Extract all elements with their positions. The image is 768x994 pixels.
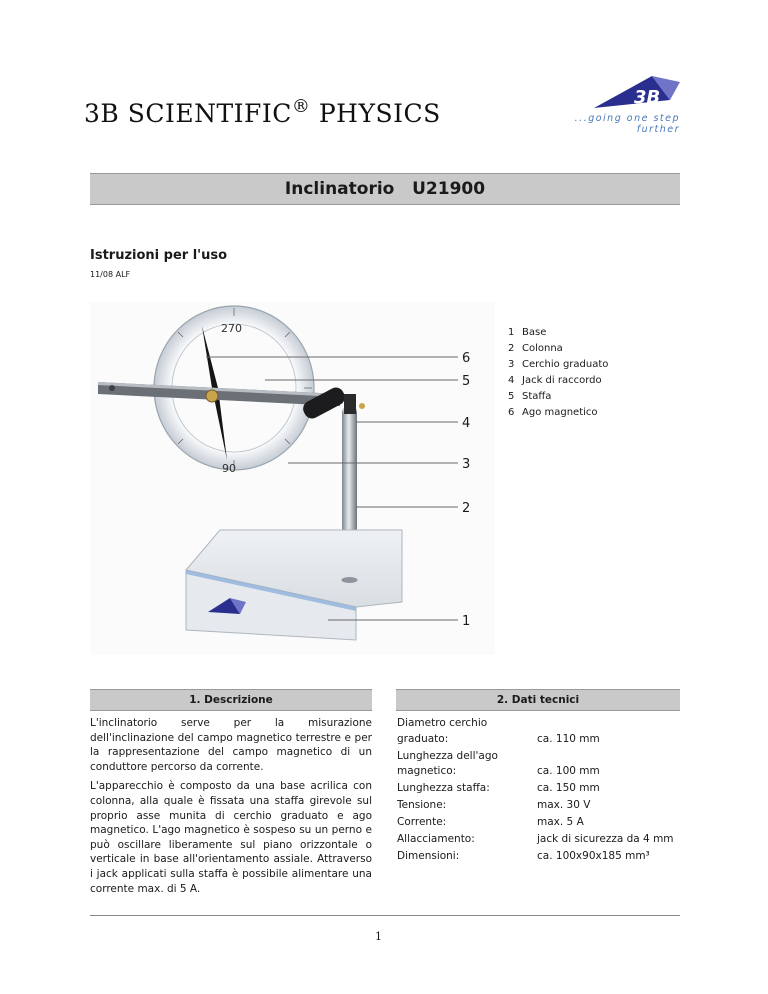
table-row: Diametro cerchio graduato: ca. 110 mm [397,717,600,745]
specs-table [397,716,687,866]
callout-6: 6 [462,351,471,366]
logo-tagline: ...going one step further [574,113,680,135]
brand-title [84,96,441,128]
list-item: 3 Cerchio graduato [508,359,609,370]
paragraph: L'inclinatorio serve per la misurazione dell'inclinazione del campo magnetico terrestre e per la rappresentazione del campo magnetico di un conduttore percorso da corrente. [90,717,372,773]
list-item: 2 Colonna [508,343,563,354]
table-row: Allacciamento: jack di sicurezza da 4 mm [397,833,674,845]
dial-label-270: 270 [221,322,242,335]
callout-2: 2 [462,501,471,516]
section-heading-description: 1. Descrizione [90,689,372,711]
table-row: Lunghezza dell'ago magnetico: ca. 100 mm [397,749,600,777]
list-item: 1 Base [508,327,547,338]
parts-list [508,325,608,421]
callout-4: 4 [462,416,471,431]
callout-1: 1 [462,614,471,629]
section-heading-technical-data: 2. Dati tecnici [396,689,680,711]
logo-text: 3B [634,87,661,108]
acrylic-base [186,530,402,640]
page-number: 1 [375,930,382,943]
list-item: 4 Jack di raccordo [508,375,602,386]
callout-3: 3 [462,457,471,472]
inclinometer-photo [90,302,495,655]
brand-suffix: PHYSICS [318,99,441,128]
document-date: 11/08 ALF [90,270,131,279]
table-row: Dimensioni: ca. 100x90x185 mm³ [397,850,650,862]
registered-mark: ® [291,96,311,117]
brand-name: 3B SCIENTIFIC [84,99,292,128]
document-subtitle: Istruzioni per l'uso [90,248,228,263]
table-row: Lunghezza staffa: ca. 150 mm [397,782,600,794]
list-item: 5 Staffa [508,391,552,402]
callout-5: 5 [462,374,471,389]
table-row: Corrente: max. 5 A [397,816,584,828]
paragraph: L'apparecchio è composto da una base acrilica con colonna, alla quale è fissata una staffa girevole sul proprio asse munita di cerchio graduato e ago magnetico. L'ago magnetico è sospeso su un perno e può oscillare liberamente sul piano orizzontale o verticale in base all'orientamento assiale. Attraverso i jack applicati sulla staffa è possibile alimentare una corrente max. di 5 A. [90,780,372,895]
table-row: Tensione: max. 30 V [397,799,591,811]
page-title: Inclinatorio U21900 [90,173,680,205]
description-text [90,716,372,901]
list-item: 6 Ago magnetico [508,407,598,418]
footer-divider [90,915,680,916]
dial-label-90: 90 [222,462,236,475]
